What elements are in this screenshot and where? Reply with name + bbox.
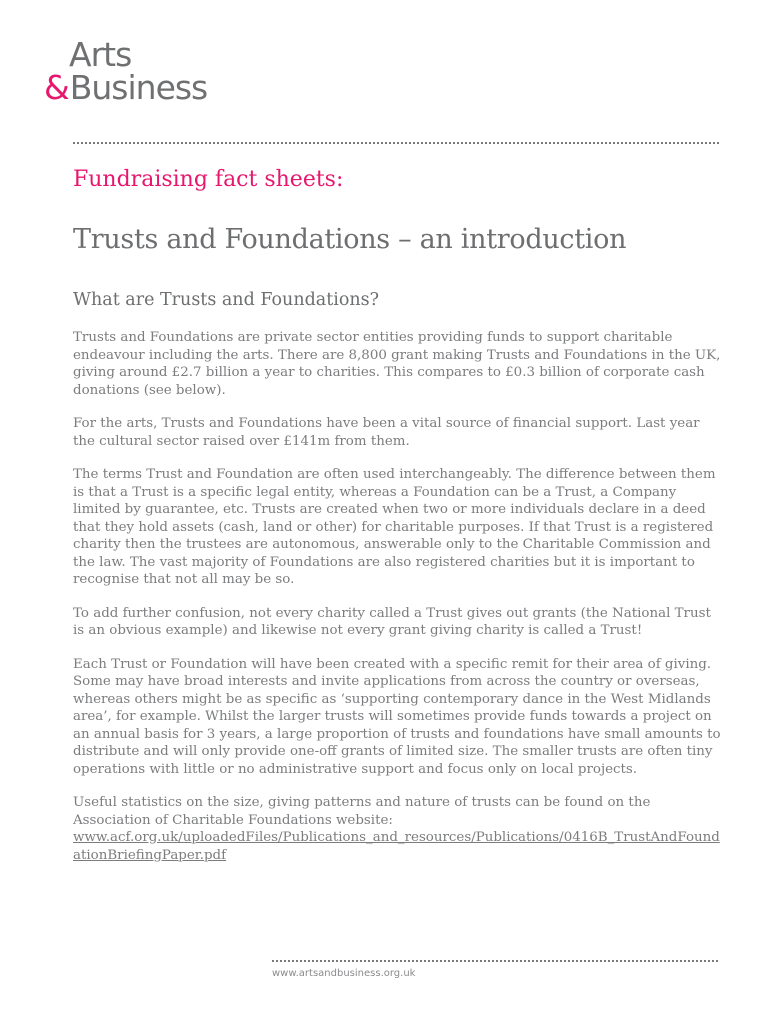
footer-dotted-divider bbox=[272, 960, 718, 962]
paragraph: Each Trust or Foundation will have been created with a specific remit for their area of giving. Some may have broad interests and invite applications from across the country or overseas, whereas others might be as specific as ‘supporting contemporary dance in the West Midlands area’, for example. Whilst the larger trusts will sometimes provide funds towards a project on an annual basis for 3 years, a large proportion of trusts and foundations have small amounts to distribute and will only provide one-off grants of limited size. The smaller trusts are often tiny operations with little or no administrative support and focus only on local projects. bbox=[73, 656, 721, 777]
acf-briefing-paper-link[interactable]: www.acf.org.uk/uploadedFiles/Publications_and_resources/Publications/0416B_TrustAndFoundationBriefingPaper.pdf bbox=[73, 830, 720, 863]
logo-ampersand: & bbox=[44, 68, 70, 107]
footer-website: www.artsandbusiness.org.uk bbox=[272, 968, 416, 979]
logo-line-business bbox=[44, 68, 208, 107]
paragraph: To add further confusion, not every charity called a Trust gives out grants (the National Trust is an obvious example) and likewise not every grant giving charity is called a Trust! bbox=[73, 605, 711, 638]
stats-text: Useful statistics on the size, giving patterns and nature of trusts can be found on the Association of Charitable Foundations website: bbox=[73, 795, 651, 828]
page-title: Trusts and Foundations – an introduction bbox=[73, 224, 627, 255]
stats-paragraph bbox=[73, 794, 721, 864]
paragraph: Trusts and Foundations are private sector entities providing funds to support charitable endeavour including the arts. There are 8,800 grant making Trusts and Foundations in the UK, giving around £2.7 billion a year to charities. This compares to £0.3 billion of corporate cash donations (see below). bbox=[73, 330, 721, 398]
document-body bbox=[73, 329, 721, 880]
top-dotted-divider bbox=[73, 142, 719, 144]
section-heading: What are Trusts and Foundations? bbox=[73, 290, 380, 310]
paragraph: The terms Trust and Foundation are often used interchangeably. The difference between them is that a Trust is a specific legal entity, whereas a Foundation can be a Trust, a Company limited by guarantee, etc. Trusts are created when two or more individuals declare in a deed that they hold assets (cash, land or other) for charitable purposes. If that Trust is a registered charity then the trustees are autonomous, answerable only to the Charitable Commission and the law. The vast majority of Foundations are also registered charities but it is important to recognise that not all may be so. bbox=[73, 467, 716, 587]
arts-and-business-logo bbox=[44, 35, 208, 107]
paragraph: For the arts, Trusts and Foundations have been a vital source of financial support. Last year the cultural sector raised over £141m from them. bbox=[73, 416, 700, 449]
logo-business-text: Business bbox=[69, 68, 208, 107]
logo-line-arts: Arts bbox=[69, 35, 132, 74]
series-label: Fundraising fact sheets: bbox=[73, 167, 344, 192]
